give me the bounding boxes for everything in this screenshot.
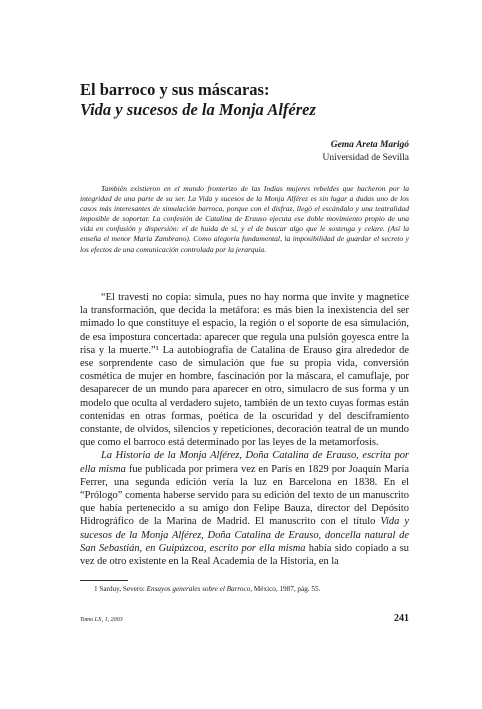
paragraph-2-italic-1: La Historia de la Monja Alférez, Doña Catalina de Erauso, escrita por ella misma	[80, 450, 409, 475]
paragraph-2-text-1: fue publicada por primera vez en París en 1829 por Joaquín María Ferrer, una segunda edición vería la luz en Barcelona en 1838. En el “Prólogo” comenta haberse servido para su edición del texto de un manuscrito que había pertenecido a su amigo don Felipe Bauza, director del Depósito Hidrográfico de la Marina de Madrid. El manuscrito con el título	[80, 463, 409, 528]
article-title	[80, 80, 420, 120]
paragraph-2-italic-2: Vida y sucesos de la Monja Alférez, Doña Catalina de Erauso, doncella natural de San Sebastián, en Guipúzcoa, escrito por ella misma	[80, 516, 409, 554]
author-affiliation: Universidad de Sevilla	[322, 153, 409, 163]
footnote-divider	[80, 580, 128, 581]
paragraph-2-text-2: había sido copiado a su vez de otro existente en la Real Academia de la Historia, en la	[80, 542, 409, 568]
footnote-text-2: , México, 1987, pág. 55.	[250, 585, 321, 593]
title-line-2: Vida y sucesos de la Monja Alférez	[80, 100, 316, 119]
footnote-text-1: 1 Sarduy, Severo:	[94, 585, 147, 593]
journal-reference: Tomo LX, 1, 2003	[80, 617, 123, 623]
author-name: Gema Areta Marigó	[330, 140, 409, 150]
title-line-1: El barroco y sus máscaras:	[80, 80, 270, 99]
body-text	[80, 291, 409, 568]
footnote-italic: Ensayos generales sobre el Barroco	[146, 585, 251, 593]
footnote	[80, 585, 409, 594]
author-block	[322, 139, 409, 165]
abstract: También existieron en el mundo fronterizo de las Indias mujeres rebeldes que hacheron por la integridad de una parte de su ser. La Vida y sucesos de la Monja Alférez es sin lugar a dudas uno de los casos más interesantes de simulación barroca, porque con el disfraz, llegó el escándalo y una teatralidad imposible de soportar. La confesión de Catalina de Erauso ejecuta ese doble movimiento propio de una vida en confusión y dispersión: el de huida de sí, y el de buscar algo que le sostenga y celare. (Así la enseña el menor María Zambrano). Como alegoría fundamental, la imposibilidad de guardar el secreto y los efectos de una comunicación controlada por la jerarquía.	[80, 184, 409, 254]
paragraph-2	[80, 449, 409, 568]
page-number: 241	[394, 613, 409, 624]
paragraph-1: “El travesti no copia: simula, pues no hay norma que invite y magnetice la transformación, que decida la metáfora: es más bien la inexistencia del ser mimado lo que constituye el espacio, la región o el soporte de esa simulación, de esa impostura concertada: aparecer que regula una pulsión goyesca entre la risa y la muerte.”¹ La autobiografía de Catalina de Erauso gira alrededor de ese sorprendente caso de simulación que fue su propia vida, conversión cosmética de mujer en hombre, fascinación por la máscara, el camuflaje, por desaparecer de un mundo para aparecer en otro, simulacro de sus forma y un modelo que oculta al verdadero sujeto, también de un texto cuyas formas están contenidas en otras formas, poética de la oscuridad y del desciframiento constante, de olvidos, silencios y repeticiones, decoración teatral de un mundo que como el barroco está determinado por las leyes de la metamorfosis.	[80, 292, 409, 449]
